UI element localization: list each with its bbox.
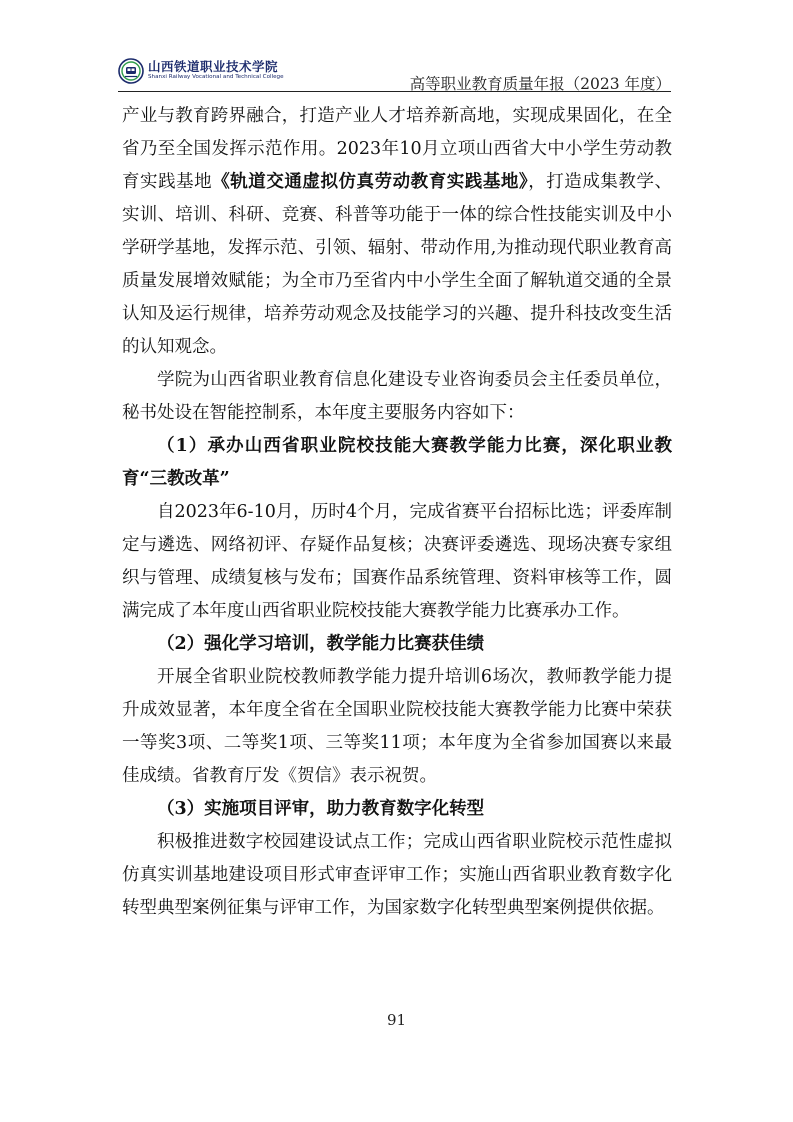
document-body: [122, 100, 672, 925]
college-logo: [118, 58, 284, 84]
section-heading: （2）强化学习培训，教学能力比赛获佳绩: [157, 634, 485, 654]
paragraph: 开展全省职业院校教师教学能力提升培训6场次，教师教学能力提升成效显著，本年度全省在全国职业院校技能大赛教学能力比赛中荣获一等奖3项、二等奖1项、三等奖11项；本年度为全省参加国赛以来最佳成绩。省教育厅发《贺信》表示祝贺。: [122, 667, 672, 786]
header-divider: [118, 91, 671, 92]
report-title: 高等职业教育质量年报（2023 年度）: [409, 75, 671, 93]
college-emblem-icon: [118, 58, 144, 84]
logo-english-name: Shanxi Railway Vocational and Technical College: [148, 74, 284, 81]
paragraph: 学院为山西省职业教育信息化建设专业咨询委员会主任委员单位，秘书处设在智能控制系，本年度主要服务内容如下：: [122, 370, 672, 423]
paragraph: 自2023年6-10月，历时4个月，完成省赛平台招标比选；评委库制定与遴选、网络初评、存疑作品复核；决赛评委遴选、现场决赛专家组织与管理、成绩复核与发布；国赛作品系统管理、资料审核等工作，圆满完成了本年度山西省职业院校技能大赛教学能力比赛承办工作。: [122, 502, 672, 621]
paragraph-text-continued: ，打造成集教学、实训、培训、科研、竞赛、科普等功能于一体的综合性技能实训及中小学研学基地，发挥示范、引领、辐射、带动作用,为推动现代职业教育高质量发展增效赋能；为全市乃至省内中小学生全面了解轨道交通的全景认知及运行规律，培养劳动观念及技能学习的兴趣、提升科技改变生活的认知观念。: [122, 172, 673, 357]
page-header: [118, 52, 671, 92]
logo-chinese-name: 山西铁道职业技术学院: [148, 58, 279, 74]
paragraph-text: 产业与教育跨界融合，打造产业人才培养新高地，实现成果固化，在全省乃至全国发挥示范作用。2023年10月立项山西省大中小学生劳动教育实践基地: [122, 106, 672, 192]
paragraph: [122, 100, 672, 364]
page-number: 91: [386, 1011, 407, 1029]
section-heading: （3）实施项目评审，助力教育数字化转型: [157, 799, 485, 819]
base-name-bold: 《轨道交通虚拟仿真劳动教育实践基地》: [212, 172, 529, 192]
paragraph: 积极推进数字校园建设试点工作；完成山西省职业院校示范性虚拟仿真实训基地建设项目形式审查评审工作；实施山西省职业教育数字化转型典型案例征集与评审工作，为国家数字化转型典型案例提供依据。: [122, 832, 672, 918]
section-heading: （1）承办山西省职业院校技能大赛教学能力比赛，深化职业教育“三教改革”: [122, 436, 672, 489]
